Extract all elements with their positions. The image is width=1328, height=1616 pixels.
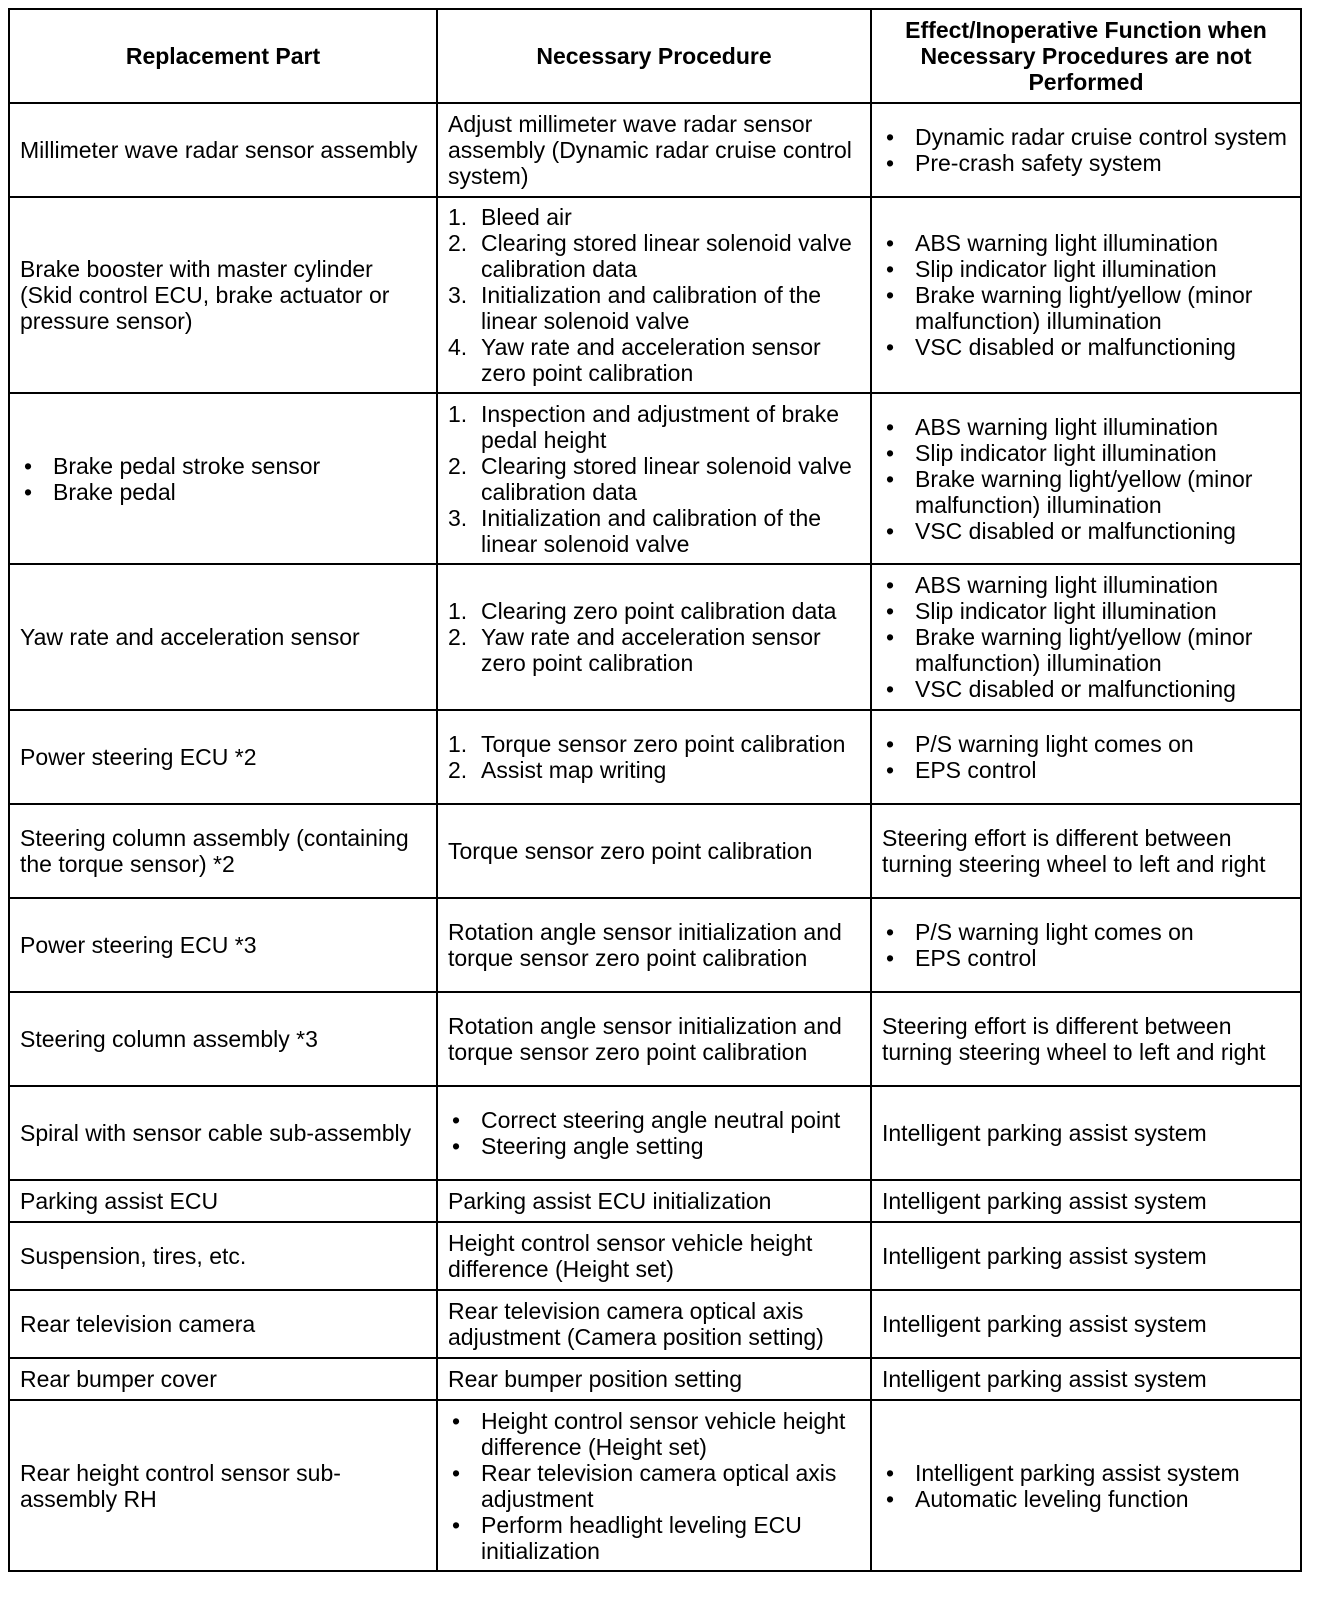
cell-text: Torque sensor zero point calibration [448,838,813,864]
table-row [9,804,1301,898]
list-item-text: Slip indicator light illumination [915,598,1217,624]
list-item [448,1512,860,1564]
cell-part [9,1358,437,1400]
cell-effect [871,898,1301,992]
list-item [882,572,1290,598]
cell-effect [871,710,1301,804]
cell-part [9,393,437,564]
list-item [448,204,860,230]
header-replacement-part: Replacement Part [9,9,437,103]
cell-procedure [437,1086,871,1180]
cell-effect [871,992,1301,1086]
cell-text: Rear height control sensor sub-assembly RH [20,1459,341,1512]
numbered-list [448,401,860,557]
cell-part [9,197,437,393]
list-item-text: Torque sensor zero point calibration [481,731,846,757]
list-item [448,334,860,386]
cell-effect [871,1180,1301,1222]
list-item-text: Perform headlight leveling ECU initialization [481,1511,802,1564]
list-item-text: Pre-crash safety system [915,150,1162,176]
bullet-icon: • [886,150,895,176]
list-item [448,453,860,505]
list-item-text: Correct steering angle neutral point [481,1107,841,1133]
bullet-icon: • [886,572,895,598]
cell-text: Power steering ECU *2 [20,744,257,770]
cell-procedure [437,710,871,804]
cell-text: Steering column assembly (containing the torque sensor) *2 [20,825,409,877]
list-item [882,757,1290,783]
step-number: 3. [448,504,468,531]
list-item [20,479,426,505]
cell-text: Spiral with sensor cable sub-assembly [20,1120,412,1146]
list-item [448,624,860,676]
bullet-icon: • [24,452,33,479]
list-item [448,401,860,453]
list-item-text: ABS warning light illumination [915,572,1218,598]
list-item-text: EPS control [915,757,1037,783]
list-item [882,230,1290,256]
list-item [882,1486,1290,1512]
list-item-text: Initialization and calibration of the linear solenoid valve [481,504,822,557]
cell-part [9,710,437,804]
list-item-text: Clearing zero point calibration data [481,598,837,624]
bullet-icon: • [886,757,895,783]
list-item-text: Bleed air [481,204,572,230]
list-item [448,1133,860,1159]
cell-procedure [437,197,871,393]
cell-text: Intelligent parking assist system [882,1243,1207,1269]
cell-text: Millimeter wave radar sensor assembly [20,137,418,163]
step-number: 2. [448,452,468,479]
cell-procedure [437,103,871,197]
cell-procedure [437,1222,871,1290]
numbered-list [448,598,860,676]
cell-part [9,103,437,197]
list-item-text: Yaw rate and acceleration sensor zero point calibration [481,624,821,676]
table-row [9,103,1301,197]
list-item [448,1107,860,1133]
list-item [882,731,1290,757]
list-item [882,518,1290,544]
cell-effect [871,804,1301,898]
list-item-text: Rear television camera optical axis adjustment [481,1459,837,1512]
list-item-text: VSC disabled or malfunctioning [915,517,1236,544]
cell-text: Parking assist ECU [20,1188,219,1214]
list-item-text: Slip indicator light illumination [915,256,1217,282]
list-item-text: P/S warning light comes on [915,731,1194,757]
list-item [882,945,1290,971]
bullet-icon: • [886,124,895,150]
list-item [882,282,1290,334]
cell-text: Rear television camera optical axis adjustment (Camera position setting) [448,1298,824,1350]
list-item-text: Brake warning light/yellow (minor malfunction) illumination [915,282,1253,334]
cell-procedure [437,992,871,1086]
list-item [882,124,1290,150]
bullet-icon: • [886,334,895,360]
bullet-icon: • [886,624,895,650]
list-item [448,505,860,557]
list-item-text: Brake pedal stroke sensor [53,452,321,479]
list-item-text: Brake pedal [53,478,176,505]
list-item [882,676,1290,702]
bullet-icon: • [886,1459,895,1486]
bullet-icon: • [24,478,33,505]
list-item [882,150,1290,176]
table-row [9,898,1301,992]
step-number: 2. [448,757,468,783]
step-number: 3. [448,282,468,308]
cell-effect [871,1290,1301,1358]
cell-text: Rear bumper cover [20,1366,217,1392]
cell-effect [871,1086,1301,1180]
list-item-text: Inspection and adjustment of brake pedal height [481,400,840,453]
bullet-list [882,414,1290,544]
cell-effect [871,103,1301,197]
list-item [882,440,1290,466]
list-item [448,731,860,757]
list-item [882,598,1290,624]
list-item-text: Brake warning light/yellow (minor malfunction) illumination [915,624,1253,676]
table-row [9,1086,1301,1180]
step-number: 2. [448,624,468,650]
list-item-text: Intelligent parking assist system [915,1459,1240,1486]
cell-part [9,992,437,1086]
list-item-text: VSC disabled or malfunctioning [915,334,1236,360]
bullet-icon: • [886,1485,895,1512]
table-row [9,992,1301,1086]
cell-effect [871,1358,1301,1400]
step-number: 1. [448,204,468,230]
cell-text: Intelligent parking assist system [882,1366,1207,1392]
cell-text: Height control sensor vehicle height difference (Height set) [448,1230,813,1282]
bullet-list [882,230,1290,360]
cell-text: Steering column assembly *3 [20,1026,318,1052]
cell-text: Rotation angle sensor initialization and torque sensor zero point calibration [448,919,842,971]
step-number: 1. [448,731,468,757]
cell-part [9,1086,437,1180]
list-item [882,624,1290,676]
list-item-text: ABS warning light illumination [915,413,1218,440]
list-item-text: VSC disabled or malfunctioning [915,676,1236,702]
bullet-icon: • [886,731,895,757]
cell-text: Brake booster with master cylinder (Skid control ECU, brake actuator or pressure sensor) [20,256,390,334]
bullet-icon: • [452,1107,461,1133]
list-item-text: Initialization and calibration of the linear solenoid valve [481,282,822,334]
list-item-text: Clearing stored linear solenoid valve calibration data [481,230,852,282]
list-item-text: Slip indicator light illumination [915,439,1217,466]
list-item-text: Clearing stored linear solenoid valve calibration data [481,452,852,505]
cell-procedure [437,898,871,992]
table-row [9,1180,1301,1222]
list-item [882,919,1290,945]
list-item [448,598,860,624]
list-item [882,414,1290,440]
cell-text: Suspension, tires, etc. [20,1243,247,1269]
list-item-text: ABS warning light illumination [915,230,1218,256]
bullet-icon: • [886,230,895,256]
cell-text: Rear bumper position setting [448,1366,743,1392]
cell-text: Intelligent parking assist system [882,1188,1207,1214]
table-row [9,1358,1301,1400]
bullet-list [448,1408,860,1564]
bullet-list [882,731,1290,783]
cell-procedure [437,804,871,898]
replacement-procedure-table [8,8,1302,1572]
numbered-list [448,731,860,783]
cell-procedure [437,393,871,564]
bullet-list [20,453,426,505]
bullet-icon: • [886,919,895,945]
header-effect: Effect/Inoperative Function when Necessary Procedures are not Performed [871,9,1301,103]
cell-text: Parking assist ECU initialization [448,1188,772,1214]
list-item [448,1460,860,1512]
list-item [882,1460,1290,1486]
bullet-list [882,1460,1290,1512]
bullet-icon: • [452,1407,461,1434]
cell-procedure [437,1358,871,1400]
table-row [9,1222,1301,1290]
bullet-icon: • [886,256,895,282]
bullet-list [882,572,1290,702]
list-item-text: Steering angle setting [481,1133,704,1159]
list-item [882,334,1290,360]
list-item-text: Brake warning light/yellow (minor malfunction) illumination [915,465,1253,518]
cell-effect [871,564,1301,710]
cell-text: Adjust millimeter wave radar sensor assembly (Dynamic radar cruise control system) [448,111,852,189]
list-item-text: EPS control [915,945,1037,971]
bullet-list [448,1107,860,1159]
table-row [9,393,1301,564]
bullet-icon: • [886,517,895,544]
bullet-list [882,124,1290,176]
cell-part [9,1222,437,1290]
cell-part [9,564,437,710]
bullet-icon: • [452,1133,461,1159]
cell-text: Yaw rate and acceleration sensor [20,624,360,650]
table-row [9,564,1301,710]
cell-text: Intelligent parking assist system [882,1120,1207,1146]
step-number: 1. [448,400,468,427]
cell-part [9,1180,437,1222]
list-item [882,466,1290,518]
bullet-icon: • [886,676,895,702]
cell-text: Power steering ECU *3 [20,932,257,958]
list-item-text: Dynamic radar cruise control system [915,124,1287,150]
table-row [9,197,1301,393]
table-row [9,1290,1301,1358]
cell-text: Intelligent parking assist system [882,1311,1207,1337]
cell-effect [871,393,1301,564]
cell-part [9,804,437,898]
header-necessary-procedure: Necessary Procedure [437,9,871,103]
bullet-icon: • [452,1459,461,1486]
cell-text: Rotation angle sensor initialization and torque sensor zero point calibration [448,1013,842,1065]
list-item-text: Automatic leveling function [915,1485,1189,1512]
cell-effect [871,1400,1301,1571]
cell-text: Steering effort is different between turning steering wheel to left and right [882,825,1266,877]
header-row [9,9,1301,103]
cell-procedure [437,1180,871,1222]
list-item [448,1408,860,1460]
bullet-icon: • [452,1511,461,1538]
list-item [448,757,860,783]
cell-text: Rear television camera [20,1311,256,1337]
table-row [9,1400,1301,1571]
bullet-icon: • [886,282,895,308]
cell-effect [871,1222,1301,1290]
list-item [448,282,860,334]
cell-part [9,1290,437,1358]
cell-text: Steering effort is different between turning steering wheel to left and right [882,1013,1266,1065]
step-number: 4. [448,334,468,360]
list-item-text: Assist map writing [481,757,667,783]
table-row [9,710,1301,804]
bullet-icon: • [886,945,895,971]
bullet-icon: • [886,465,895,492]
cell-part [9,898,437,992]
cell-part [9,1400,437,1571]
list-item-text: P/S warning light comes on [915,919,1194,945]
cell-effect [871,197,1301,393]
list-item [20,453,426,479]
list-item [448,230,860,282]
bullet-icon: • [886,413,895,440]
bullet-list [882,919,1290,971]
list-item-text: Height control sensor vehicle height difference (Height set) [481,1407,846,1460]
bullet-icon: • [886,439,895,466]
cell-procedure [437,1290,871,1358]
bullet-icon: • [886,598,895,624]
cell-procedure [437,564,871,710]
step-number: 1. [448,598,468,624]
cell-procedure [437,1400,871,1571]
list-item-text: Yaw rate and acceleration sensor zero point calibration [481,334,821,386]
numbered-list [448,204,860,386]
step-number: 2. [448,230,468,256]
list-item [882,256,1290,282]
